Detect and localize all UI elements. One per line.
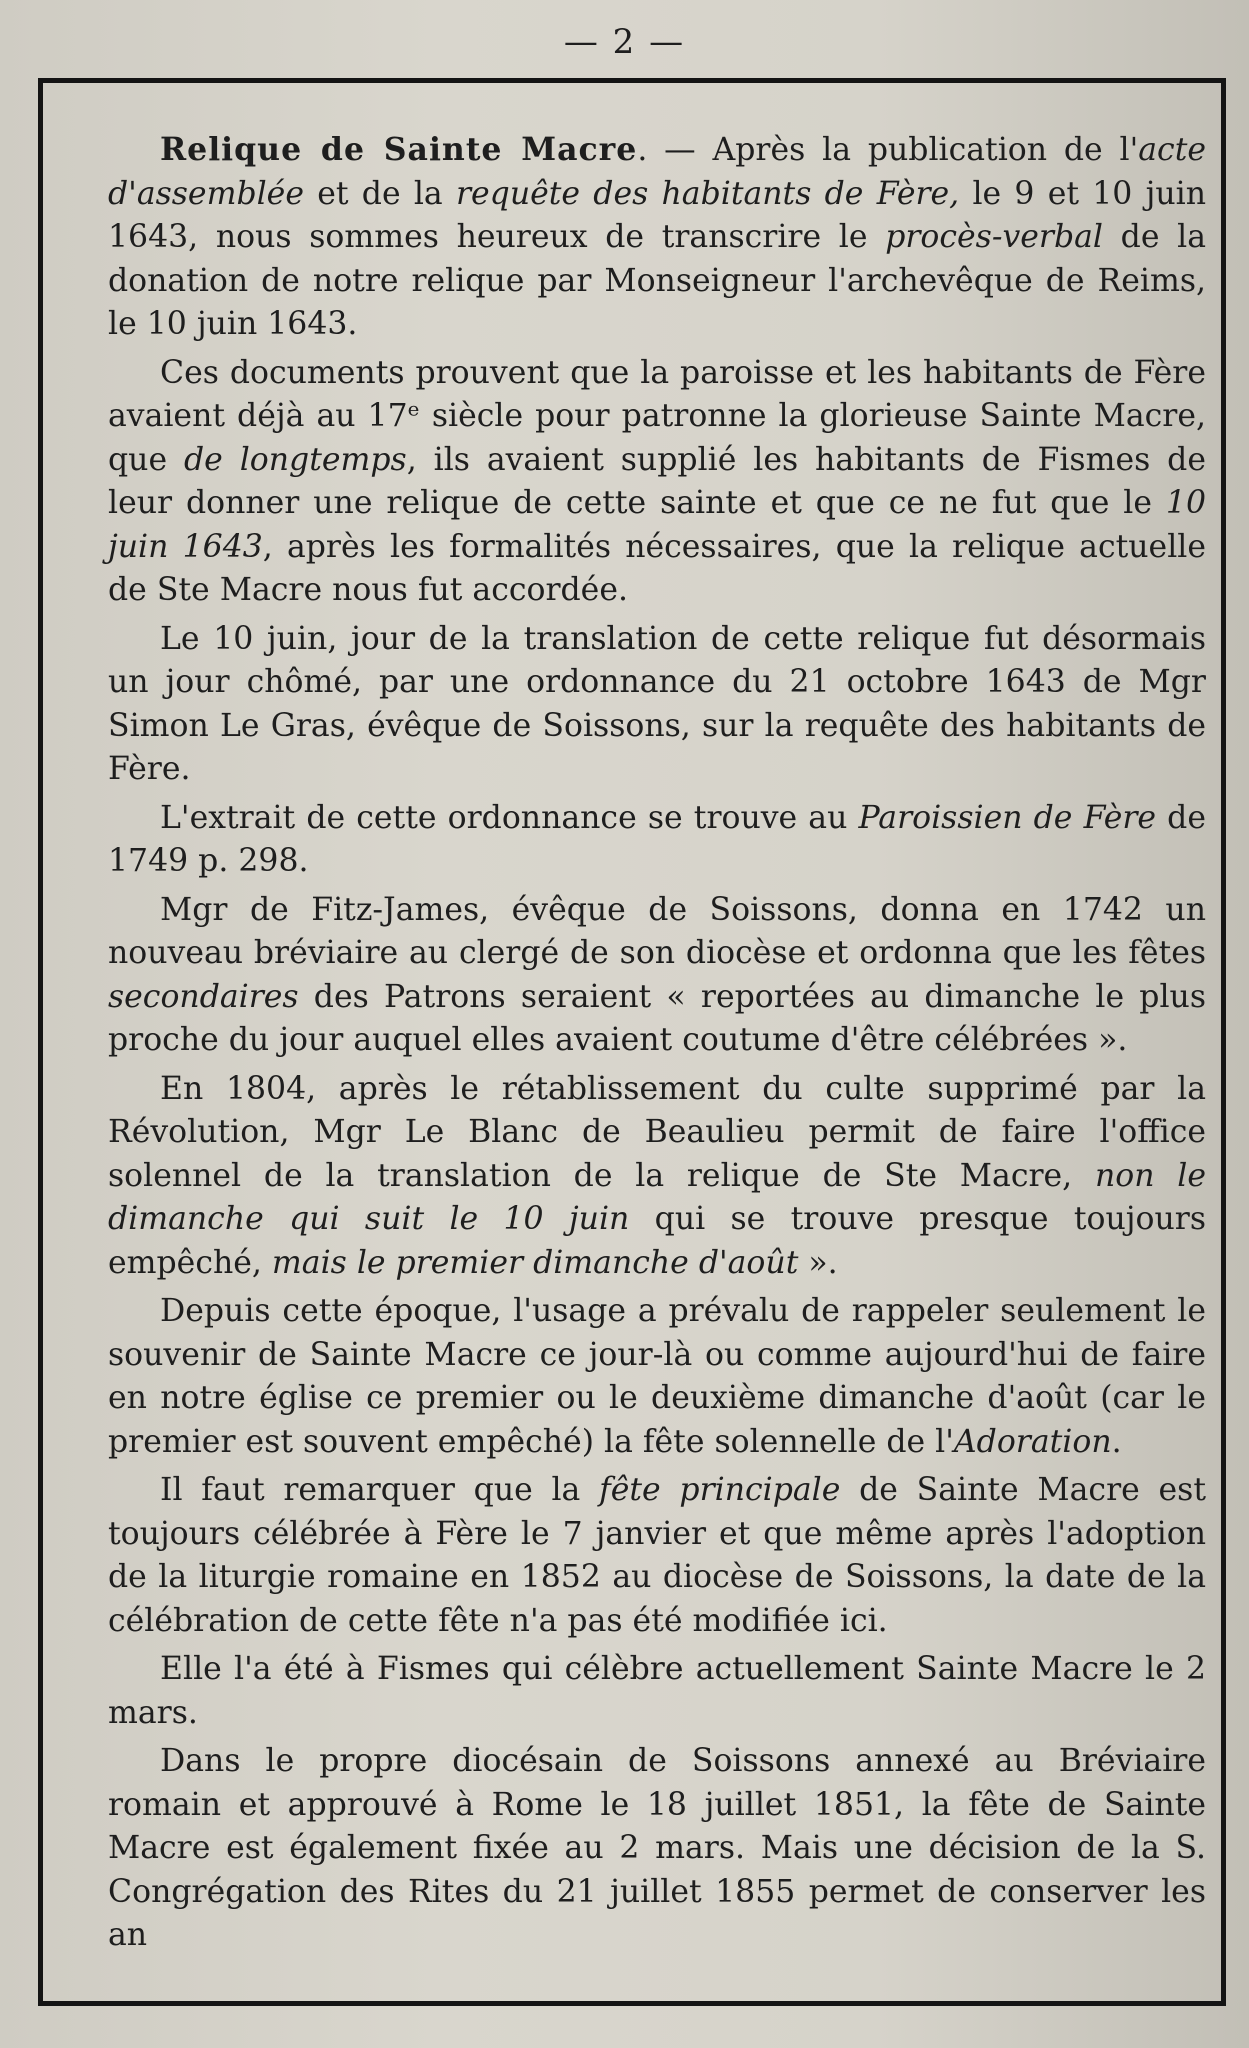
body-text: et de la	[303, 175, 456, 212]
paragraph	[108, 352, 1206, 613]
italic-text: de longtemps	[184, 441, 407, 478]
body-text: Dans le propre diocésain de Soissons annexé au Bréviaire romain et approuvé à Rome le 18 juillet 1851, la fête de Sainte Macre est également fixée au 2 mars. Mais une décision de la S. Congrégation des Rites du 21 juillet 1855 permet de conserver les an	[108, 1743, 1206, 1953]
body-text: . — Après la publication de l'	[637, 132, 1139, 168]
body-text: En 1804, après le rétablissement du culte supprimé par la Révolution, Mgr Le Blanc de Beaulieu permit de faire l'office solennel de la translation de la relique de Ste Macre,	[108, 1070, 1206, 1194]
italic-text: mais le premier dimanche d'août	[271, 1244, 799, 1281]
italic-text: non le dimanche qui suit le 10 juin	[108, 1157, 1206, 1237]
body-text: , après les formalités nécessaires, que la relique actuelle de Ste Macre nous fut accordée.	[108, 528, 1206, 608]
body-text: Depuis cette époque, l'usage a prévalu de rappeler seulement le souvenir de Sainte Macre ce jour-là ou comme aujourd'hui de faire en notre église ce premier ou le deuxième dimanche d'août (car le premier est souvent empêché) la fête solennelle de l'	[108, 1293, 1206, 1460]
body-text: de Sainte Macre est toujours célébrée à Fère le 7 janvier et que même après l'adoption de la liturgie romaine en 1852 au diocèse de Soissons, la date de la célébration de cette fête n'a pas été modifiée ici.	[108, 1472, 1206, 1639]
italic-text: Adoration	[953, 1423, 1112, 1460]
paragraph	[108, 128, 1206, 347]
body-text: de la donation de notre relique par Monseigneur l'archevêque de Reims, le 10 juin 1643.	[108, 219, 1207, 342]
body-text: Mgr de Fitz-James, évêque de Soissons, donna en 1742 un nouveau bréviaire au clergé de son diocèse et ordonna que les fêtes	[108, 891, 1206, 971]
italic-text: secondaires	[108, 978, 299, 1015]
body-text: Elle l'a été à Fismes qui célèbre actuellement Sainte Macre le 2 mars.	[108, 1651, 1206, 1731]
body-text: .	[1111, 1423, 1122, 1460]
body-text: ».	[798, 1244, 838, 1281]
italic-text: 10 juin 1643	[108, 485, 1206, 565]
body-text: de 1749 p. 298.	[108, 799, 1206, 879]
italic-text: Paroissien de Fère	[858, 799, 1157, 836]
paragraph	[108, 797, 1206, 884]
italic-text: procès-verbal	[885, 219, 1103, 255]
document-body	[108, 128, 1206, 1963]
section-heading: Relique de Sainte Macre	[160, 131, 638, 168]
paragraph	[108, 889, 1206, 1063]
body-text: qui se trouve presque toujours empêché,	[108, 1201, 1206, 1281]
italic-text: fête principale	[599, 1472, 841, 1508]
body-text: le 9 et 10 juin 1643, nous sommes heureux de transcrire le	[108, 175, 1207, 255]
body-text: des Patrons seraient « reportées au dimanche le plus proche du jour auquel elles avaient coutume d'être célébrées ».	[108, 978, 1206, 1058]
body-text: Ces documents prouvent que la paroisse et les habitants de Fère avaient déjà au 17ᵉ siècle pour patronne la glorieuse Sainte Macre, que	[108, 354, 1206, 478]
paragraph	[108, 1068, 1206, 1286]
paragraph	[108, 1290, 1206, 1464]
paragraph	[108, 1469, 1206, 1643]
italic-text: requête des habitants de Fère,	[455, 175, 960, 212]
paragraph	[108, 618, 1206, 792]
body-text: Le 10 juin, jour de la translation de cette relique fut désormais un jour chômé, par une ordonnance du 21 octobre 1643 de Mgr Simon Le Gras, évêque de Soissons, sur la requête des habitants de Fère.	[108, 620, 1206, 787]
body-text: Il faut remarquer que la	[160, 1472, 600, 1508]
italic-text: acte d'assemblée	[108, 132, 1206, 212]
body-text: L'extrait de cette ordonnance se trouve au	[160, 799, 859, 836]
page-number: — 2 —	[563, 22, 686, 62]
body-text: , ils avaient supplié les habitants de Fismes de leur donner une relique de cette sainte et que ce ne fut que le	[108, 441, 1206, 521]
paragraph	[108, 1648, 1206, 1735]
paragraph	[108, 1740, 1206, 1958]
